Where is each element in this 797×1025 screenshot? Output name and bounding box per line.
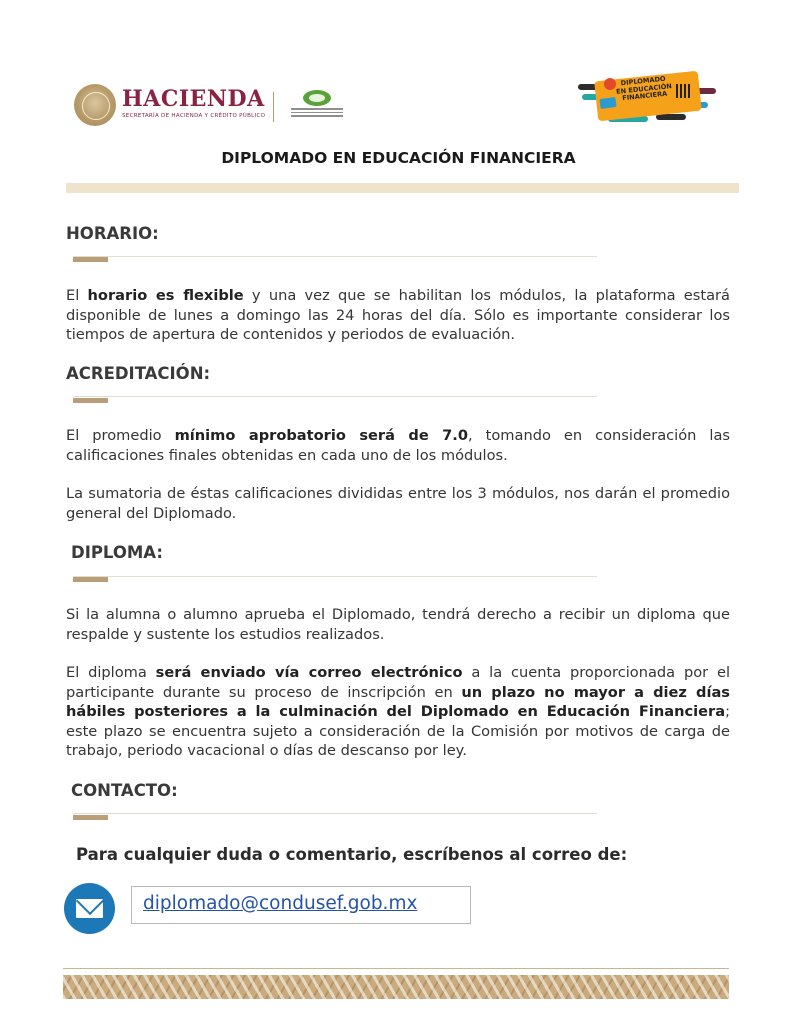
diploma-paragraph-2: El diploma será enviado vía correo electrónico a la cuenta proporcionada por el participante durante su proceso de inscripción en un plazo no mayor a diez días hábiles posteriores a la culminación del Diplomado en Educación Financiera; este plazo se encuentra sujeto a consideración de la Comisión por motivos de carga de trabajo, periodo vacacional o días de descanso por ley. <box>66 664 730 760</box>
horario-paragraph: El horario es flexible y una vez que se habilitan los módulos, la plataforma estará disponible de lunes a domingo las 24 horas del día. Sólo es importante considerar los tiempos de apertura de contenidos y periodos de evaluación. <box>66 287 730 344</box>
hacienda-name: HACIENDA <box>122 86 265 112</box>
document-title: DIPLOMADO EN EDUCACIÓN FINANCIERA <box>221 149 576 167</box>
logo-divider <box>273 92 274 122</box>
title-band <box>66 183 739 193</box>
diplomado-badge-logo <box>578 66 716 124</box>
section-divider <box>73 256 597 257</box>
badge-text: DIPLOMADO EN EDUCACIÓN FINANCIERA <box>615 74 673 103</box>
acreditacion-paragraph-1: El promedio mínimo aprobatorio será de 7.0, tomando en consideración las calificaciones finales obtenidas en cada uno de los módulos. <box>66 427 730 464</box>
coin-icon <box>604 78 616 90</box>
acreditacion-paragraph-2: La sumatoria de éstas calificaciones divididas entre los 3 módulos, nos darán el promedio general del Diplomado. <box>66 485 730 522</box>
email-box <box>131 886 471 924</box>
condusef-logo-text <box>291 108 343 119</box>
section-heading-horario: HORARIO: <box>66 224 159 243</box>
section-divider <box>73 813 597 814</box>
contact-intro: Para cualquier duda o comentario, escríbenos al correo de: <box>76 845 628 864</box>
mail-icon <box>64 883 115 934</box>
section-divider <box>73 396 597 397</box>
section-accent <box>73 257 108 262</box>
footer-pattern-band <box>63 975 729 999</box>
mexico-seal-icon <box>74 84 116 126</box>
condusef-logo-icon <box>303 90 331 106</box>
qr-icon <box>676 84 690 98</box>
footer-divider <box>63 968 729 969</box>
section-accent <box>73 398 108 403</box>
email-link[interactable]: diplomado@condusef.gob.mx <box>143 893 418 914</box>
section-accent <box>73 577 108 582</box>
section-divider <box>73 576 597 577</box>
hacienda-subtitle: SECRETARÍA DE HACIENDA Y CRÉDITO PÚBLICO <box>122 113 266 119</box>
hacienda-logo <box>74 84 374 130</box>
section-heading-acreditacion: ACREDITACIÓN: <box>66 364 211 383</box>
section-heading-diploma: DIPLOMA: <box>71 543 163 562</box>
section-accent <box>73 815 108 820</box>
section-heading-contacto: CONTACTO: <box>71 781 178 800</box>
diploma-paragraph-1: Si la alumna o alumno aprueba el Diplomado, tendrá derecho a recibir un diploma que respalde y sustente los estudios realizados. <box>66 606 730 643</box>
